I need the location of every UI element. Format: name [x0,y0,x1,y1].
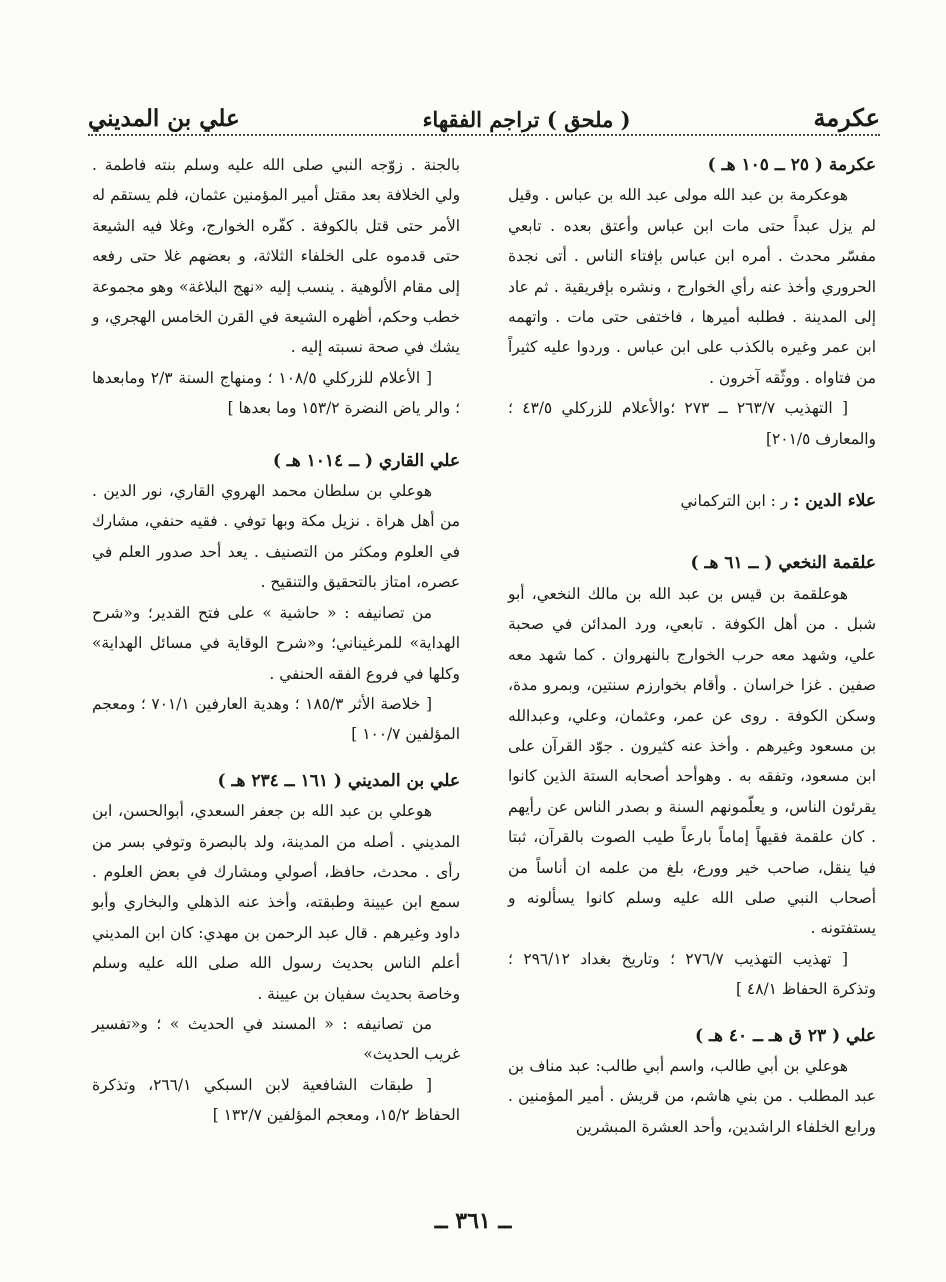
header-left-title: علي بن المديني [88,105,240,132]
entry-title-ali-qari: علي القاري ( ــ ١٠١٤ هـ ) [272,450,460,471]
entry-body-ali-continued: بالجنة . زوّجه النبي صلى الله عليه وسلم بنته فاطمة . ولي الخلافة بعد مقتل أمير المؤمنين عثمان، فلم يستقم له الأمر حتى قتل بالكوفة . كفّره الخوارج، وغلا فيه الشيعة حتى قدموه على الخلفاء الثلاثة، و بعضهم غلا حتى رفعه إلى مقام الألوهية . ينسب إليه «نهج البلاغة» وهو مجموعة خطب وحكم، أظهره الشيعة في القرن الخامس الهجري، و يشك في صحة نسبته إليه . [92,156,460,357]
entry-refs-ikrima: [ التهذيب ٢٦٣/٧ ــ ٢٧٣ ؛والأعلام للزركلي ٤٣/٥ ؛ والمعارف ٢٠١/٥] [508,399,876,448]
running-header [88,92,880,132]
entry-body-ali-madini: هوعلي بن عبد الله بن جعفر السعدي، أبوالحسن، ابن المديني . أصله من المدينة، ولد بالبصرة وتوفي بسر من رأى . محدث، حافظ، أصولي ومشارك في بعض العلوم . سمع ابن عيينة وطبقته، وأخذ عنه الذهلي والبخاري وأبو داود وغيرهم . قال عبد الرحمن بن مهدي: كان ابن المديني أعلم الناس بحديث رسول الله صلى الله عليه وسلم وخاصة بحديث سفيان بن عيينة . [92,802,460,1003]
page-number: ــ ٣٦١ ــ [434,1208,512,1234]
right-column [508,150,876,1142]
entry-refs-ali: [ الأعلام للزركلي ١٠٨/٥ ؛ ومنهاج السنة ٢/٣ ومابعدها ؛ والر ياض النضرة ١٥٣/٢ وما بعدها ] [92,368,460,418]
entry-refs-ali-madini: [ طبقات الشافعية لابن السبكي ٢٦٦/١، وتذكرة الحفاظ ١٥/٢، ومعجم المؤلفين ١٣٢/٧ ] [92,1075,460,1125]
entry-title-ali: علي ( ٢٣ ق هـ ــ ٤٠ هـ ) [695,1025,876,1046]
entry-title-alqama: علقمة النخعي ( ــ ٦١ هـ ) [690,553,876,574]
entry-works-ali-madini: من تصانيفه : « المسند في الحديث » ؛ و«تفسير غريب الحديث» [92,1014,460,1064]
entry-body-ikrima: هوعكرمة بن عبد الله مولى عبد الله بن عباس . وقيل لم يزل عبداً حتى مات ابن عباس وأعتق بعده . تابعي مفسّر محدث . أمره ابن عباس بإفتاء الناس . أتى نجدة الحروري وأخذ عنه رأي الخوارج ، ونشره بإفريقية . ثم عاد إلى المدينة . فطلبه أميرها ، فاختفى حتى مات . واتهمه ابن عمر وغيره بالكذب على ابن عباس . وردوا عليه كثيراً من فتاواه . ووثّقه آخرون . [508,186,876,387]
entry-refs-ali-qari: [ خلاصة الأثر ١٨٥/٣ ؛ وهدية العارفين ٧٠١/١ ؛ ومعجم المؤلفين ١٠٠/٧ ] [92,694,460,744]
entry-refs-alqama: [ تهذيب التهذيب ٢٧٦/٧ ؛ وتاريخ بغداد ٢٩٦/١٢ ؛ وتذكرة الحفاظ ٤٨/١ ] [508,949,876,999]
header-dotted-rule [88,134,880,136]
entry-title-ikrima: عكرمة ( ٢٥ ــ ١٠٥ هـ ) [707,155,876,175]
header-right-title: عكرمة [813,103,880,132]
header-center-title: ( ملحق ) تراجم الفقهاء [422,107,631,132]
entry-title-ali-madini: علي بن المديني ( ١٦١ ــ ٢٣٤ هـ ) [217,770,460,791]
entry-title-alaa: علاء الدين : [793,491,876,512]
entry-works-ali-qari: من تصانيفه : « حاشية » على فتح القدير؛ و«شرح الهداية» للمرغيناني؛ و«شرح الوقاية في مسائل الهداية» وكلها في فروع الفقه الحنفي . [92,603,460,683]
entry-body-alaa: ر : ابن التركماني [680,492,789,511]
left-column [92,150,460,1131]
entry-alaa [508,486,876,516]
entry-body-ali-qari: هوعلي بن سلطان محمد الهروي القاري، نور الدين . من أهل هراة . نزيل مكة وبها توفي . فقيه حنفي، مشارك في العلوم ومكثر من التصنيف . يعد أحد صدور العلم في عصره، امتاز بالتحقيق والتنقيح . [92,482,460,592]
entry-body-alqama: هوعلقمة بن قيس بن عبد الله بن مالك النخعي، أبو شبل . من أهل الكوفة . تابعي، ورد المدائن في صحبة علي، وشهد معه حرب الخوارج بالنهروان . كما شهد معه صفين . غزا خراسان . وأقام بخوارزم سنتين، وبمرو مدة، وسكن الكوفة . روى عن عمر، وعثمان، وعلي، وعبدالله بن مسعود وغيرهم . وأخذ عنه كثيرون . جوّد القرآن على ابن مسعود، وتفقه به . وهوأحد أصحابه الستة الذين كانوا يقرئون الناس، و يعلّمونهم السنة و بصدر الناس عن رأيهم . كان علقمة فقيهاً إماماً بارعاً طيب الصوت بالقرآن، ثبتا فيا ينقل، صاحب خير وورع، بلغ من علمه ان أناساً من أصحاب النبي صلى الله عليه وسلم كانوا يسألونه و يستفتونه . [508,584,876,938]
entry-body-ali: هوعلي بن أبي طالب، واسم أبي طالب: عبد مناف بن عبد المطلب . من بني هاشم، من قريش . أمير المؤمنين . ورابع الخلفاء الراشدين، وأحد العشرة المبشرين [508,1056,876,1136]
